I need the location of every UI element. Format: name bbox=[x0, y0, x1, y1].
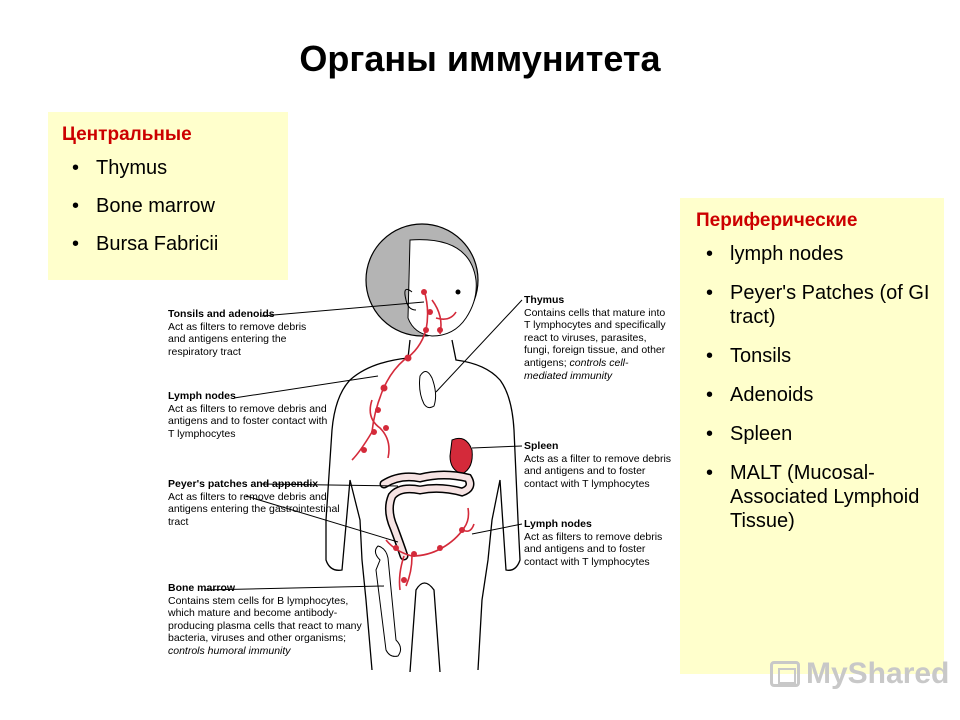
spleen-organ bbox=[450, 438, 472, 474]
bullet-icon: • bbox=[706, 423, 714, 445]
central-list bbox=[62, 156, 274, 256]
peripheral-organs-box bbox=[680, 198, 944, 674]
femur-bone bbox=[375, 546, 400, 656]
peripheral-list bbox=[696, 242, 930, 533]
list-item: • MALT (Mucosal-Associated Lymphoid Tissue) bbox=[706, 462, 920, 532]
bullet-icon: • bbox=[706, 384, 714, 406]
callout-spleen: Spleen Acts as a filter to remove debris and antigens and to foster contact with T lymphocytes bbox=[524, 440, 672, 490]
callout-lymph-nodes-left: Lymph nodes Act as filters to remove debris and antigens and to foster contact with T lymphocytes bbox=[168, 390, 328, 440]
page-title: Органы иммунитета bbox=[299, 38, 661, 79]
bullet-icon: • bbox=[72, 195, 80, 217]
list-item: • lymph nodes bbox=[706, 243, 844, 265]
list-item: • Tonsils bbox=[706, 345, 792, 367]
thymus-organ bbox=[420, 371, 436, 407]
callout-tonsils: Tonsils and adenoids Act as filters to remove debris and antigens entering the respiratory tract bbox=[168, 308, 307, 358]
eye-shape bbox=[456, 290, 461, 295]
callout-thymus: Thymus Contains cells that mature into T lymphocytes and specifically react to viruses, parasites, fungi, foreign tissue, and other antigens; controls cell-mediated immunity bbox=[524, 294, 666, 382]
peripheral-heading: Периферические bbox=[696, 210, 858, 231]
bullet-icon: • bbox=[72, 157, 80, 179]
list-item: • Peyer's Patches (of GI tract) bbox=[706, 282, 930, 328]
central-heading: Центральные bbox=[62, 124, 192, 145]
list-item: • Spleen bbox=[706, 423, 793, 445]
callout-bone-marrow: Bone marrow Contains stem cells for B lymphocytes, which mature and become antibody-producing plasma cells that react to many bacteria, viruses and other organisms; controls humoral immunity bbox=[168, 582, 362, 657]
callout-peyers-patches: Peyer's patches and appendix Act as filters to remove debris and antigens entering the gastrointestinal tract bbox=[168, 478, 340, 528]
list-item: • Bone marrow bbox=[72, 195, 215, 217]
central-organs-box bbox=[48, 112, 288, 280]
bullet-icon: • bbox=[706, 243, 714, 265]
bullet-icon: • bbox=[706, 282, 714, 304]
bullet-icon: • bbox=[706, 345, 714, 367]
list-item: • Bursa Fabricii bbox=[72, 233, 219, 255]
monitor-icon bbox=[770, 661, 800, 687]
watermark-text: MyShared bbox=[806, 657, 950, 690]
bullet-icon: • bbox=[72, 233, 80, 255]
watermark bbox=[770, 656, 949, 692]
list-item: • Adenoids bbox=[706, 384, 814, 406]
bullet-icon: • bbox=[706, 462, 714, 484]
callout-lymph-nodes-right: Lymph nodes Act as filters to remove debris and antigens and to foster contact with T lymphocytes bbox=[524, 518, 663, 568]
list-item: • Thymus bbox=[72, 157, 168, 179]
